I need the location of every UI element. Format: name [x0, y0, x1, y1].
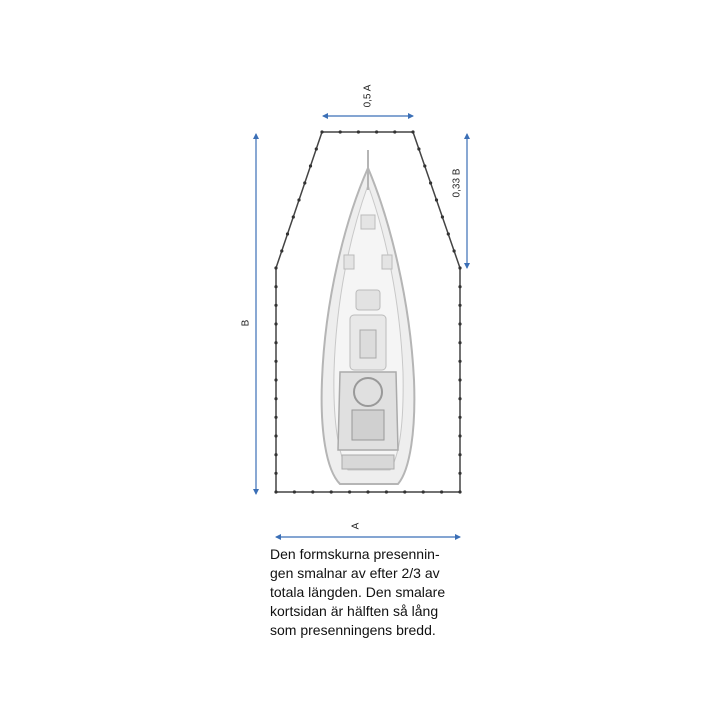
eyelet: [435, 198, 438, 201]
deck-hatch-left: [344, 255, 354, 269]
eyelet: [458, 285, 461, 288]
eyelet: [447, 232, 450, 235]
eyelet: [274, 490, 277, 493]
eyelet: [274, 304, 277, 307]
eyelet: [411, 130, 414, 133]
eyelet: [393, 130, 396, 133]
mast-base: [356, 290, 380, 310]
caption-line: kortsidan är hälften så lång: [270, 603, 439, 619]
eyelet: [458, 322, 461, 325]
eyelet: [458, 453, 461, 456]
eyelet: [441, 215, 444, 218]
eyelet: [280, 249, 283, 252]
eyelet: [339, 130, 342, 133]
eyelet: [320, 130, 323, 133]
caption: [270, 545, 470, 640]
eyelet: [458, 397, 461, 400]
eyelet: [274, 266, 277, 269]
cockpit-table: [352, 410, 384, 440]
eyelet: [385, 490, 388, 493]
eyelet: [453, 249, 456, 252]
eyelet: [274, 416, 277, 419]
eyelet: [458, 266, 461, 269]
caption-line: som presenningens bredd.: [270, 622, 436, 638]
eyelet: [458, 416, 461, 419]
eyelet: [422, 490, 425, 493]
eyelet: [429, 181, 432, 184]
eyelet: [330, 490, 333, 493]
eyelet: [458, 472, 461, 475]
eyelet: [375, 130, 378, 133]
eyelet: [274, 341, 277, 344]
caption-line: totala längden. Den smalare: [270, 584, 446, 600]
eyelet: [286, 232, 289, 235]
eyelet: [274, 285, 277, 288]
transom: [342, 455, 394, 469]
top-width-label: 0,5 A: [362, 84, 374, 108]
eyelet: [458, 341, 461, 344]
eyelet: [357, 130, 360, 133]
eyelet: [274, 472, 277, 475]
eyelet: [458, 304, 461, 307]
width-label: A: [350, 522, 362, 530]
eyelet: [458, 360, 461, 363]
eyelet: [366, 490, 369, 493]
eyelet: [458, 434, 461, 437]
eyelet: [315, 147, 318, 150]
eyelet: [274, 360, 277, 363]
eyelet: [403, 490, 406, 493]
eyelet: [458, 490, 461, 493]
eyelet: [274, 397, 277, 400]
eyelet: [423, 164, 426, 167]
eyelet: [417, 147, 420, 150]
boat-illustration: [322, 150, 415, 484]
eyelet: [297, 198, 300, 201]
eyelet: [303, 181, 306, 184]
eyelet: [458, 378, 461, 381]
companionway: [360, 330, 376, 358]
foredeck-hatch: [361, 215, 375, 229]
taper-height-label: 0,33 B: [451, 168, 463, 198]
eyelet: [292, 215, 295, 218]
eyelet: [348, 490, 351, 493]
eyelet: [274, 378, 277, 381]
eyelet: [293, 490, 296, 493]
eyelet: [274, 453, 277, 456]
deck-hatch-right: [382, 255, 392, 269]
length-label: B: [240, 319, 252, 327]
caption-line: Den formskurna presennin-: [270, 546, 440, 562]
eyelet: [440, 490, 443, 493]
eyelet: [274, 322, 277, 325]
eyelet: [311, 490, 314, 493]
caption-line: gen smalnar av efter 2/3 av: [270, 565, 440, 581]
eyelet: [309, 164, 312, 167]
eyelet: [274, 434, 277, 437]
